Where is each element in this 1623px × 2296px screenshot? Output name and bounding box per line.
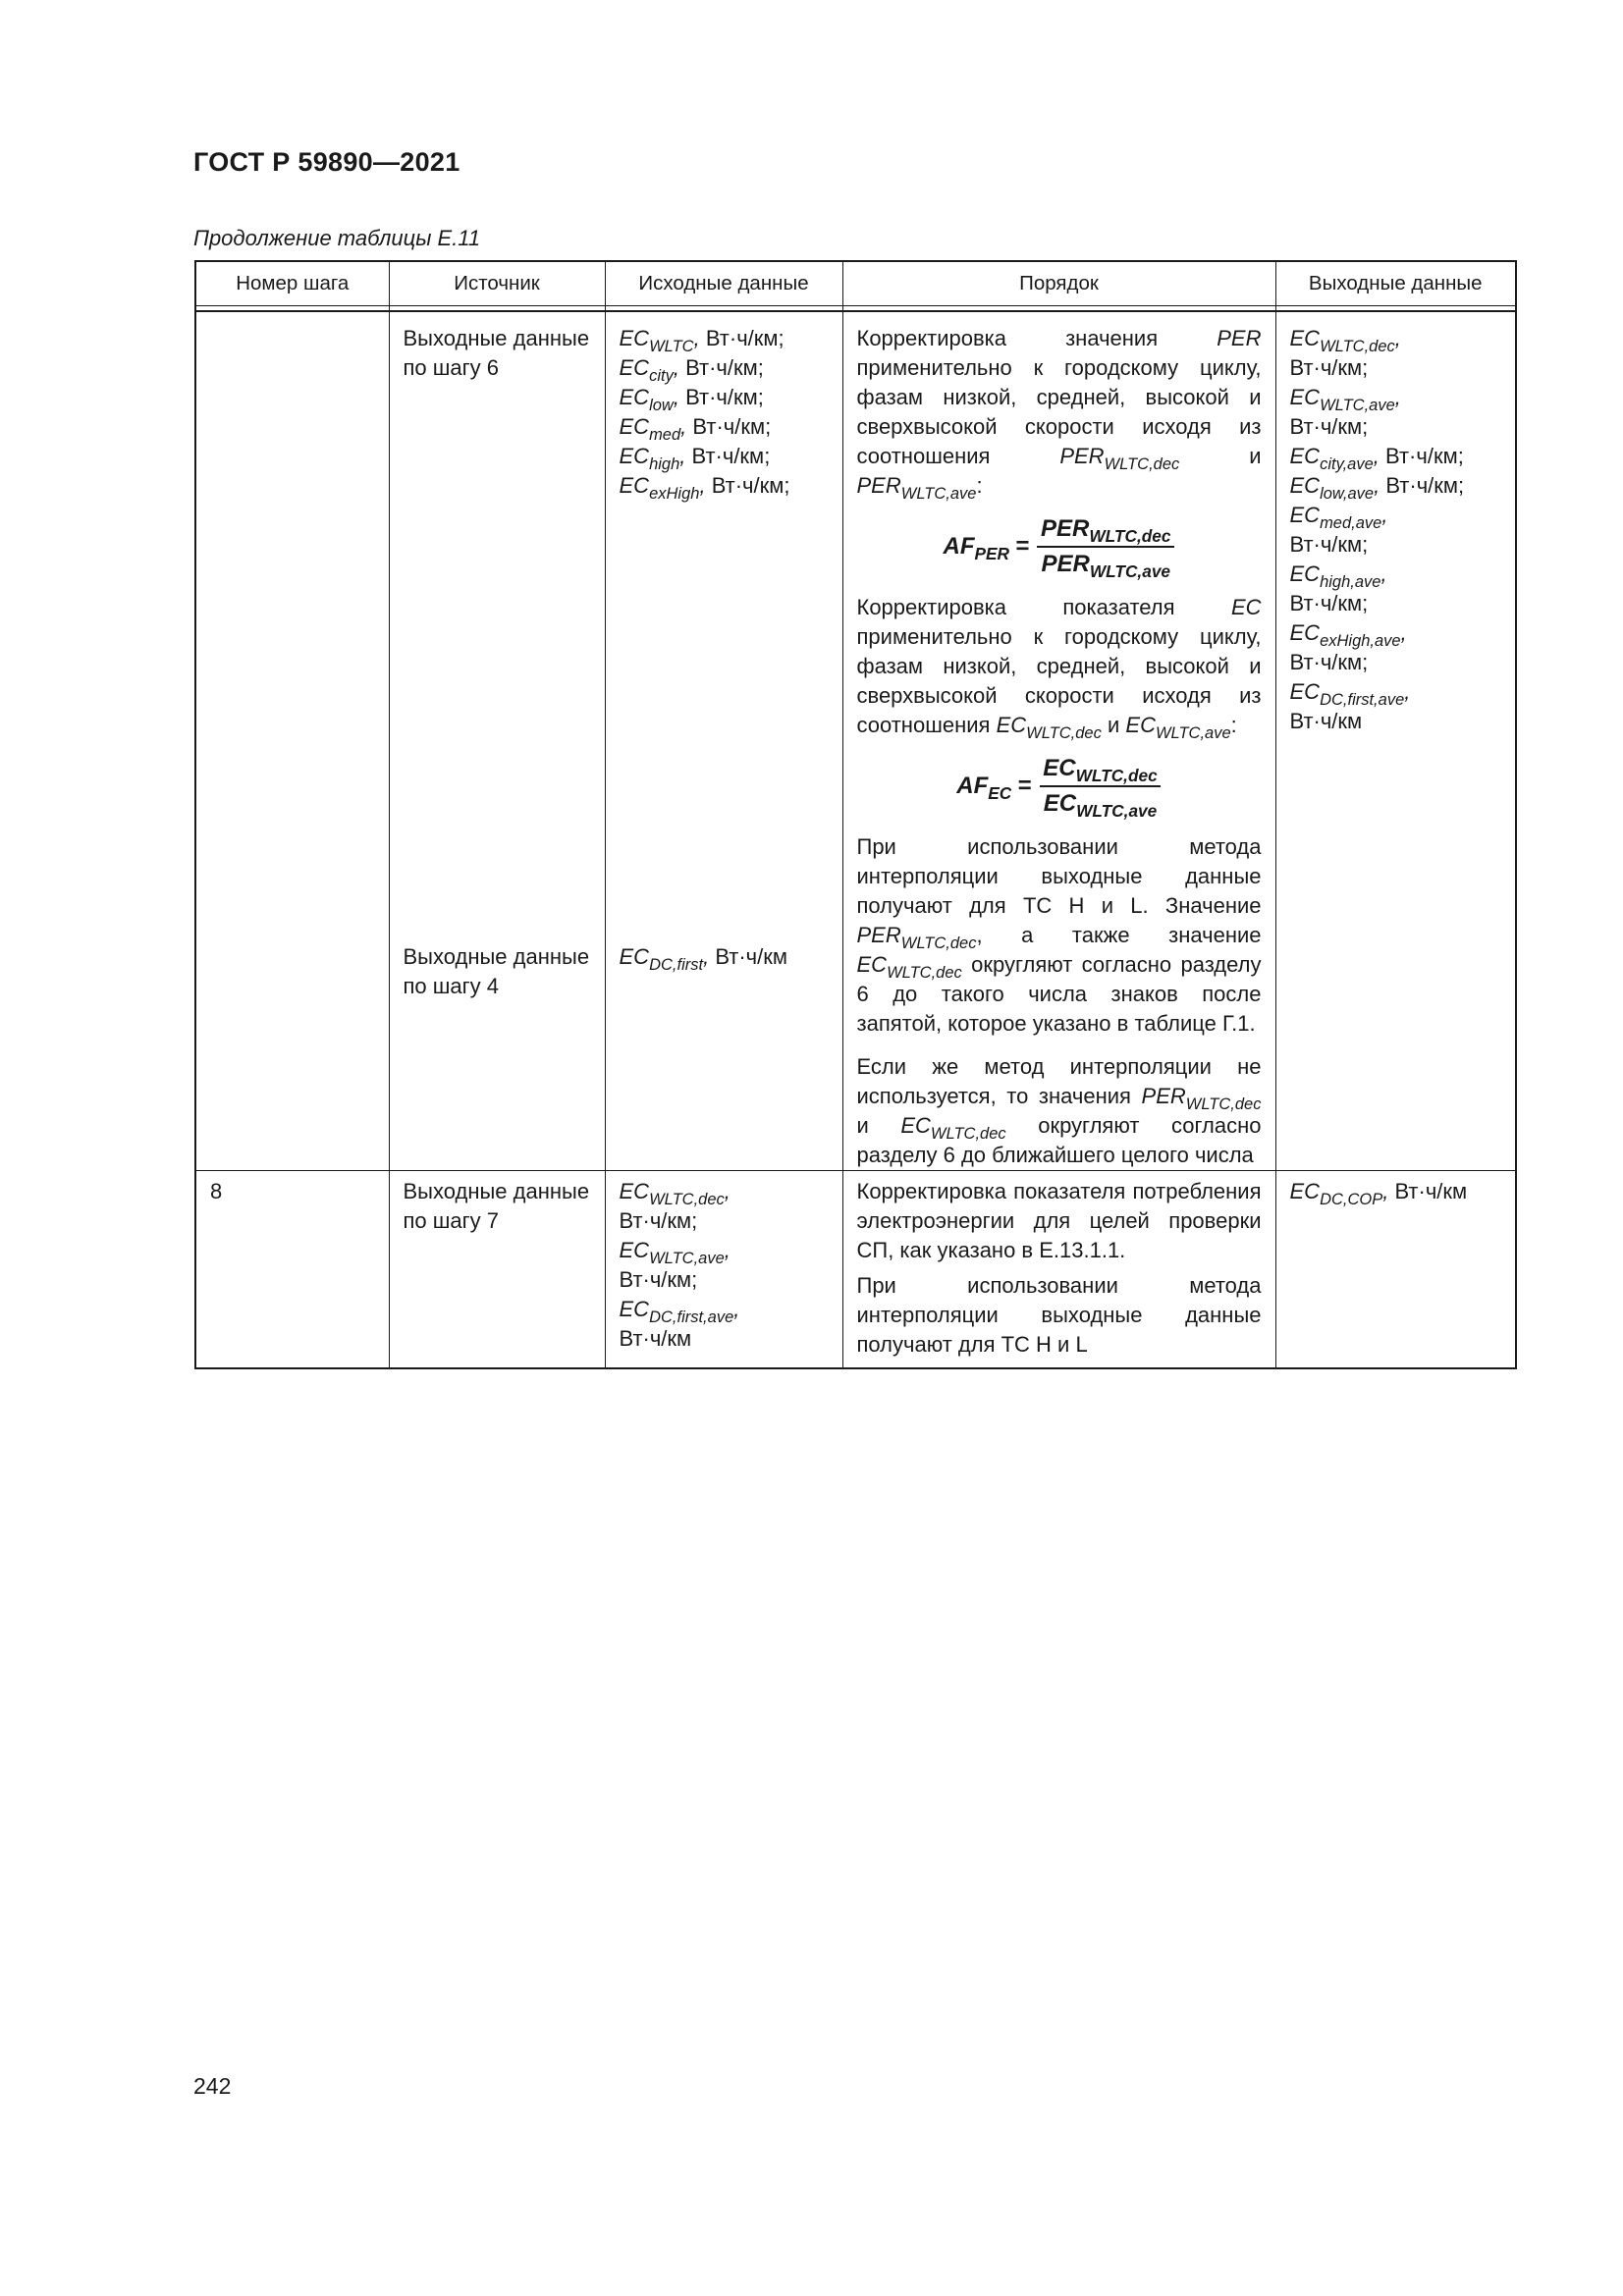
input-cell: $EC_{WLTC,dec}$, Вт·ч/км; $EC_{WLTC,ave}$, Вт·ч/км; $EC_{DC,first,ave}$, Вт·ч/км <box>605 1171 842 1369</box>
order-cell: Корректировка показателя потребления электроэнергии для целей проверки СП, как указано в Е.13.1.1. При использовании метода интерполяции выходные данные получают для ТС H и L <box>842 1171 1275 1369</box>
column-header-output: Выходные данные <box>1275 261 1516 306</box>
source-cell: Выходные данные по шагу 7 <box>389 1171 605 1369</box>
column-header-input: Исходные данные <box>605 261 842 306</box>
column-header-source: Источник <box>389 261 605 306</box>
source-cell: Выходные данные по шагу 6 <box>389 311 605 940</box>
input-cell: $EC_{WLTC}$, Вт·ч/км; $EC_{city}$, Вт·ч/км; $EC_{low}$, Вт·ч/км; $EC_{med}$, Вт·ч/км; $EC_{high}$, Вт·ч/км; $EC_{exHigh}$, Вт·ч/км; <box>605 311 842 940</box>
table-caption: Продолжение таблицы Е.11 <box>193 226 481 250</box>
step-cell <box>195 940 389 1170</box>
source-cell: Выходные данные по шагу 4 <box>389 940 605 1170</box>
formula-af-per: $AF_{PER}$ = $\frac{PER_{WLTC,dec}}{PER_{WLTC,ave}}$ <box>857 514 1262 579</box>
column-header-step: Номер шага <box>195 261 389 306</box>
column-header-order: Порядок <box>842 261 1275 306</box>
document-title: ГОСТ Р 59890—2021 <box>193 147 460 177</box>
table-row <box>195 311 1516 940</box>
input-cell: $EC_{DC,first}$, Вт·ч/км <box>605 940 842 1170</box>
order-cell: Корректировка значения PER применительно к городскому циклу, фазам низкой, средней, высокой и сверхвысокой скорости исходя из соотношения $PER_{WLTC,dec}$ и $PER_{WLTC,ave}$: $AF_{PER}$ = $\frac{PER_{WLTC,dec}}{PER_{WLTC,ave}}$ Корректировка показателя EC применительно к городскому циклу, фазам низкой, средней, высокой и сверхвысокой скорости исходя из соотношения $EC_{WLTC,dec}$ и $EC_{WLTC,ave}$: $AF_{EC}$ = $\frac{EC_{WLTC,dec}}{EC_{WLTC,ave}}$ При использовании метода интерполяции выходные данные получают для ТС H и L. Значение $PER_{WLTC,dec}$, а также значение $EC_{WLTC,dec}$ округляют согласно разделу 6 до такого числа знаков после запятой, которое указано в таблице Г.1. Если же метод интерполяции не используется, то значения $PER_{WLTC,dec}$ и $EC_{WLTC,dec}$ округляют согласно разделу 6 до ближайшего целого числа <box>842 311 1275 1171</box>
step-cell <box>195 311 389 940</box>
output-cell: $EC_{WLTC,dec}$, Вт·ч/км; $EC_{WLTC,ave}$, Вт·ч/км; $EC_{city,ave}$, Вт·ч/км; $EC_{low,ave}$, Вт·ч/км; $EC_{med,ave}$, Вт·ч/км; $EC_{high,ave}$, Вт·ч/км; $EC_{exHigh,ave}$, Вт·ч/км; $EC_{DC,first,ave}$, Вт·ч/км <box>1275 311 1516 1171</box>
data-table <box>194 260 1517 1369</box>
output-cell: $EC_{DC,COP}$, Вт·ч/км <box>1275 1171 1516 1369</box>
table-row <box>195 1171 1516 1369</box>
page-number: 242 <box>193 2073 232 2099</box>
formula-af-ec: $AF_{EC}$ = $\frac{EC_{WLTC,dec}}{EC_{WLTC,ave}}$ <box>857 754 1262 819</box>
step-cell: 8 <box>195 1171 389 1369</box>
